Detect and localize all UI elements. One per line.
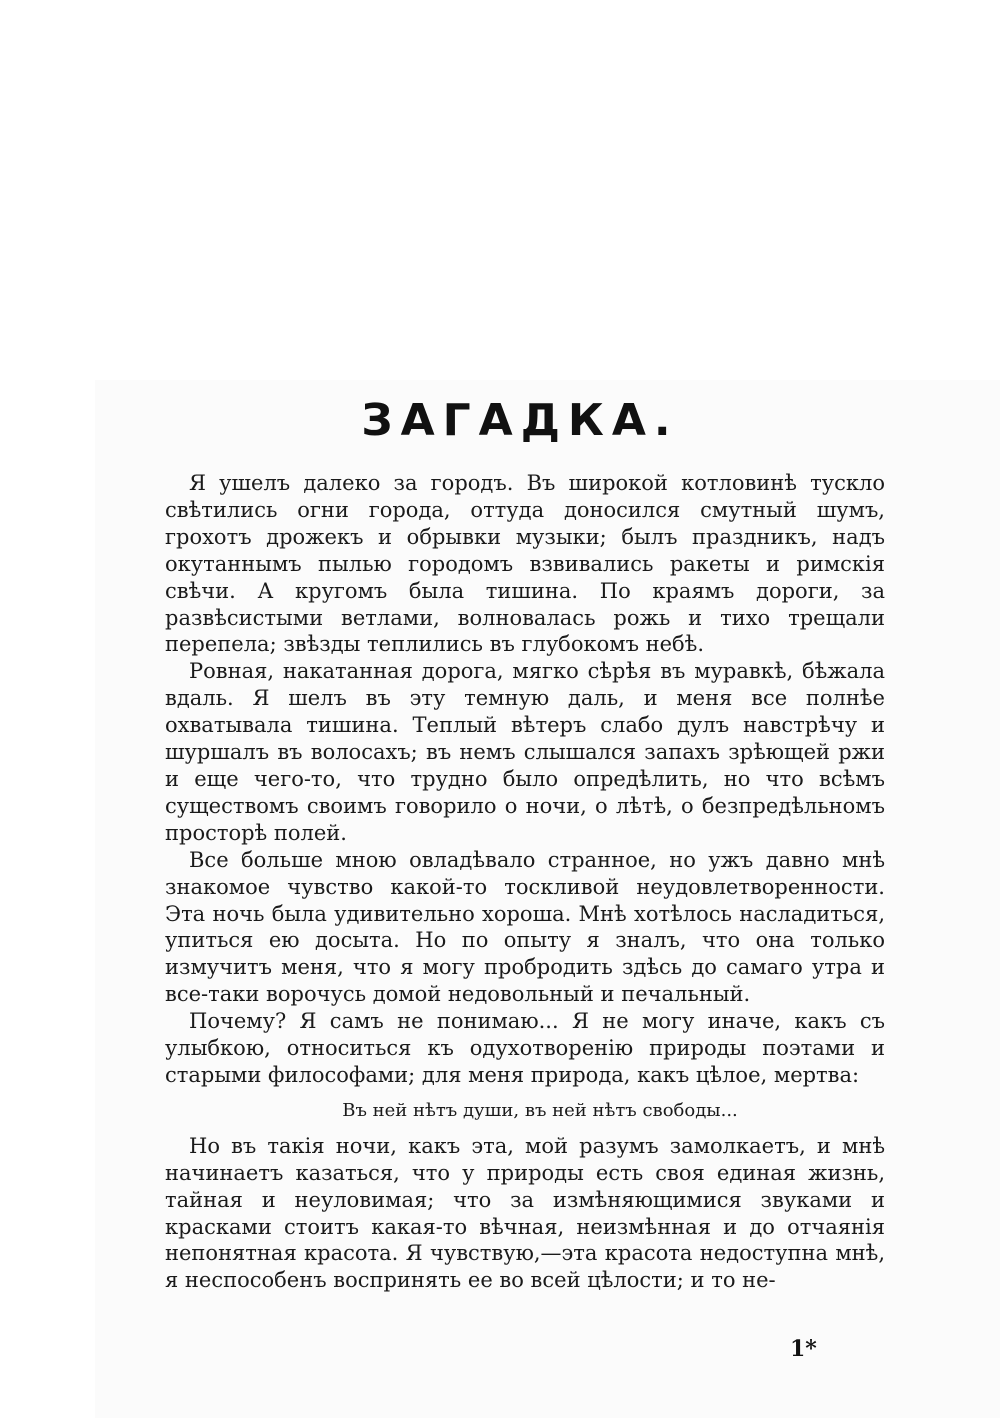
- page-number: 1*: [790, 1336, 817, 1362]
- chapter-title: ЗАГАДКА.: [361, 395, 679, 446]
- paragraph: Я ушелъ далеко за городъ. Въ широкой котловинѣ тускло свѣтились огни города, оттуда доносился смутный шумъ, грохотъ дрожекъ и обрывки музыки; былъ праздникъ, надъ окутаннымъ пылью городомъ взвивались ракеты и римскія свѣчи. А кругомъ была тишина. По краямъ дороги, за развѣсистыми ветлами, волновалась рожь и тихо трещали перепела; звѣзды теплились въ глубокомъ небѣ.: [165, 471, 885, 657]
- paragraph: Все больше мною овладѣвало странное, но ужъ давно мнѣ знакомое чувство какой-то тоскливой неудовлетворенности. Эта ночь была удивительно хороша. Мнѣ хотѣлось насладиться, упиться ею досыта. Но по опыту я зналъ, что она только измучитъ меня, что я могу пробродить здѣсь до самаго утра и все-таки ворочусь домой недовольный и печальный.: [165, 847, 885, 1007]
- paragraph: Ровная, накатанная дорога, мягко сѣрѣя въ муравкѣ, бѣжала вдаль. Я шелъ въ эту темную даль, и меня все полнѣе охватывала тишина. Теплый вѣтеръ слабо дулъ навстрѣчу и шуршалъ въ волосахъ; въ немъ слышался запахъ зрѣющей ржи и еще чего-то, что трудно было опредѣлить, но что всѣмъ существомъ своимъ говорило о ночи, о лѣтѣ, о безпредѣльномъ просторѣ полей.: [165, 659, 885, 845]
- verse-quote: Въ ней нѣтъ души, въ ней нѣтъ свободы...: [342, 1099, 738, 1121]
- body-text: [165, 470, 885, 1294]
- paragraph: Почему? Я самъ не понимаю... Я не могу иначе, какъ съ улыбкою, относиться къ одухотворенію природы поэтами и старыми философами; для меня природа, какъ цѣлое, мертва:: [165, 1009, 885, 1087]
- paragraph: Но въ такія ночи, какъ эта, мой разумъ замолкаетъ, и мнѣ начинаетъ казаться, что у природы есть своя единая жизнь, тайная и неуловимая; что за измѣняющимися звуками и красками стоитъ какая-то вѣчная, неизмѣнная и до отчаянія непонятная красота. Я чувствую,—эта красота недоступна мнѣ, я неспособенъ воспринять ее во всей цѣлости; и то не-: [165, 1133, 885, 1293]
